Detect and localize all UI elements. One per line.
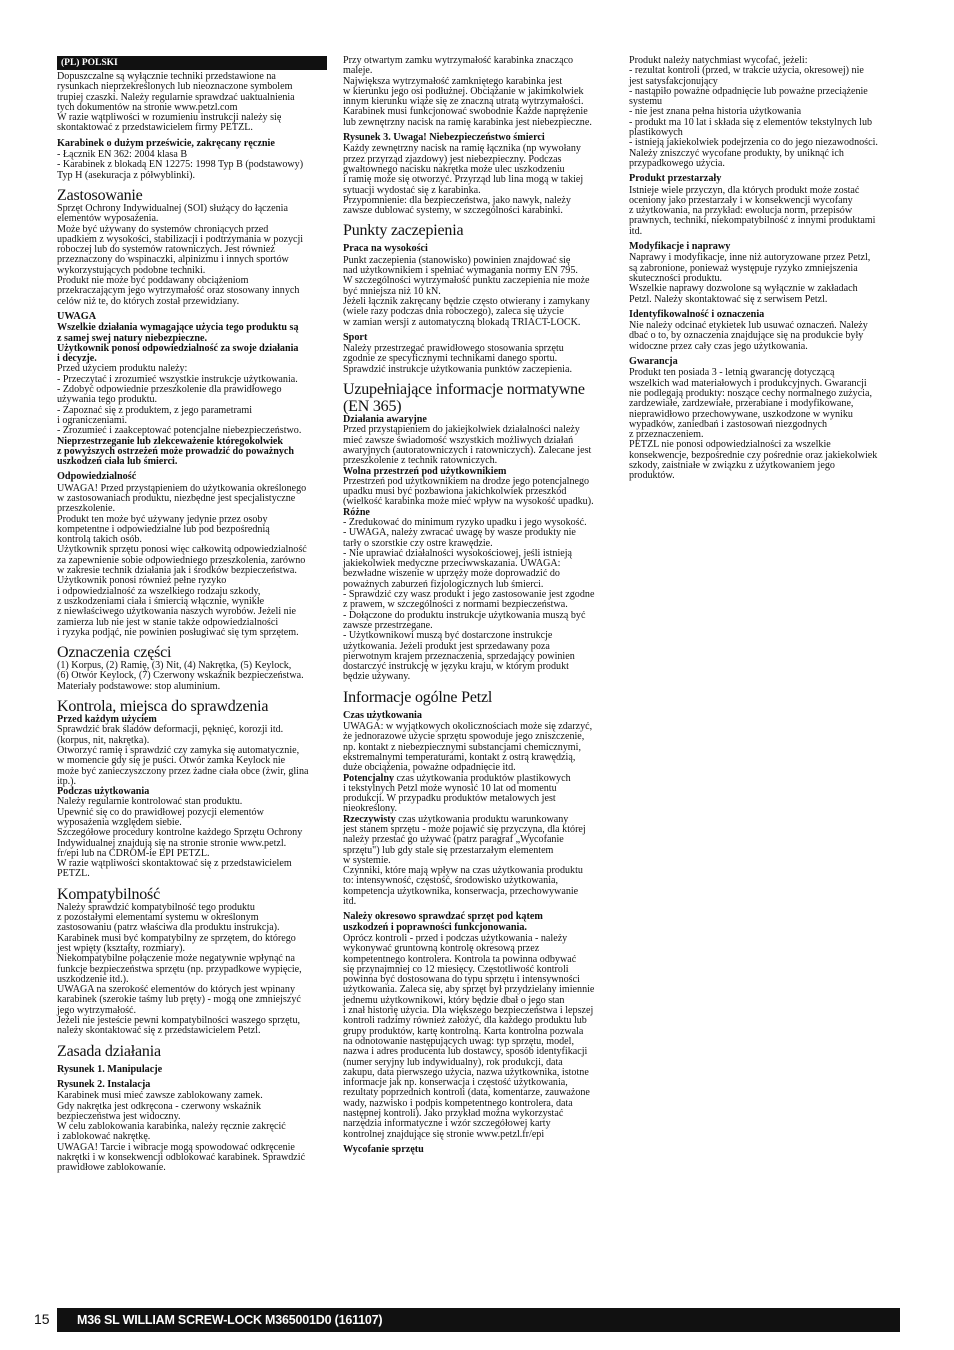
product-standards: - Łącznik EN 362: 2004 klasa B - Karabinek z blokadą EN 12275: 1998 Typ B (podstawowy) Typ H (asekuracja z półwyblinki).: [57, 149, 304, 181]
zastosowanie-text: Sprzęt Ochrony Indywidualnej (SOI) służący do łączenia elementów wyposażenia. Może być używany do systemów chroniących przed upadkiem z wysokości, stabilizacji i podtrzymania w pozycji roboczej lub do systemów ratowniczych. Jest również przeznaczony do wspinaczki, alpinizmu i innych sportów wykorzystujących podobne techniki. Produkt nie może być poddawany obciążeniom przekraczającym jego wytrzymałość oraz stosowany innych celów niż te, do których został przewidziany.: [57, 202, 304, 307]
sport-title: Sport: [343, 331, 368, 343]
figure-3-title: Rysunek 3. Uwaga! Niebezpieczeństwo śmierci: [343, 132, 545, 144]
potencjalny-paragraph: [343, 774, 613, 815]
awaryjne-title: Działania awaryjne: [343, 414, 427, 426]
rzeczywisty-paragraph: [343, 815, 613, 908]
heading-kontrola: Kontrola, miejsca do sprawdzenia: [57, 698, 269, 716]
przestarzaly-text: Istnieje wiele przyczyn, dla których produkt może zostać oceniony jako przestarzały i w konsekwencji wycofany z użytkowania, na przykład: ewolucja norm, przepisów prawnych, techniki, niekompatybilność z innymi produktami itd.: [629, 184, 876, 237]
rozne-title: Różne: [343, 506, 370, 518]
heading-kompatybilnosc: Kompatybilność: [57, 885, 160, 903]
rzeczywisty-text: czas użytkowania produktu warunkowany jest stanem sprzętu - może pojawić się przyczyna, dla której należy przestać go używać (patrz paragraf „Wycofanie sprzętu") lub gdy stale się przestarzałym elementem w systemie. Czynniki, które mają wpływ na czas użytkowania produktu to: intensywność, częstość, środowisko użytkowania, kompetencja użytkownika, konserwacja, przechowywanie itd.: [343, 813, 586, 908]
praca-text: Punkt zaczepienia (stanowisko) powinien znajdować się nad użytkownikiem i spełniać wymagania normy EN 795. W szczególności wytrzymałość punktu zaczepienia nie może być mniejsza niż 10 kN. Jeżeli łącznik zakręcany będzie często otwierany i zamykany (wiele razy podczas dnia roboczego), zaleca się użycie w zamian wersji z automatyczną blokadą TRIACT-LOCK.: [343, 254, 590, 328]
heading-zastosowanie: Zastosowanie: [57, 186, 143, 204]
identyfikowalnosc-title: Identyfikowalność i oznaczenia: [629, 308, 765, 320]
kontrola-before-use-text: Sprawdzić brak śladów deformacji, pęknięć, korozji itd. (korpus, nit, nakrętka). Otworzyć ramię i sprawdzić czy zamyka się automatycznie, w momencie gdy się je puści. Otwór zamka Keylock nie może być zanieczyszczony przez żadne ciała obce (żwir, glina itp.).: [57, 724, 309, 787]
potencjalny-text: czas użytkowania produktów plastikowych i tekstylnych Petzl może wynosić 10 lat od momentu produkcji. W przypadku produktów metalowych jest nieokreślony.: [343, 772, 571, 815]
czas-text: UWAGA: w wyjątkowych okolicznościach może się zdarzyć, że jednorazowe użycie sprzętu spowoduje jego zniszczenie, np. kontakt z niebezpiecznymi substancjami chemicznymi, ekstremalnymi temperaturami, kontakt z ostrą krawędzią, duże obciążenia, poważne odpadnięcie itd.: [343, 721, 593, 774]
heading-punkty: Punkty zaczepienia: [343, 222, 464, 240]
wycofanie-text: Produkt należy natychmiast wycofać, jeżeli: - rezultat kontroli (przed, w trakcie użycia, okresowej) nie jest satysfakcjonujący - nastąpiło poważne odpadnięcie lub poważne przeciążenie systemu - nie jest znana pełna historia użytkowania - produkt ma 10 lat i składa się z elementów tekstylnych lub plastikowych - istnieją jakiekolwiek podejrzenia co do jego niezawodności. Należy zniszczyć wycofane produkty, by uniknąć ich przypadkowego użycia.: [629, 55, 878, 169]
figure-2-title: Rysunek 2. Instalacja: [57, 1078, 151, 1090]
column-2: [343, 56, 613, 1156]
page-number: 15: [34, 1311, 50, 1327]
identyfikowalnosc-text: Nie należy odcinać etykietek lub usuwać oznaczeń. Należy dbać o to, by oznaczenia znajdujące się na produkcie były widoczne przez cały czas jego użytkowania.: [629, 320, 868, 352]
czas-title: Czas użytkowania: [343, 709, 422, 721]
product-title: Karabinek o dużym prześwicie, zakręcany ręcznie: [57, 137, 275, 149]
sport-text: Należy przestrzegać prawidłowego stosowania sprzętu zgodnie ze specyficznymi technikami danego sportu. Sprawdzić instrukcje użytkowania punktów zaczepienia.: [343, 343, 572, 375]
wolna-title: Wolna przestrzeń pod użytkownikiem: [343, 465, 507, 477]
rozne-text: - Zredukować do minimum ryzyko upadku i jego wysokość. - UWAGA, należy zwracać uwagę by wasze produkty nie tarły o szorstkie czy ostre krawędzie. - Nie uprawiać działalności wysokościowej, jeśli istnieją jakiekolwiek medyczne przeciwwskazania. UWAGA: bezwładne wiszenie w uprzęży może doprowadzić do poważnych zaburzeń fizjologicznych lub śmierci. - Sprawdzić czy wasz produkt i jego zastosowanie jest zgodne z prawem, w szczególności z normami bezpieczeństwa. - Dołączone do produktu instrukcje użytkowania muszą być zawsze przestrzegane. - Użytkownikowi muszą być dostarczone instrukcje użytkowania. Jeżeli produkt jest sprzedawany poza pierwotnym krajem przeznaczenia, sprzedający powinien dostarczyć instrukcję w języku kraju, w którym produkt będzie używany.: [343, 516, 595, 683]
figure-1-title: Rysunek 1. Manipulacje: [57, 1063, 163, 1075]
language-label: (PL) POLSKI: [57, 56, 327, 70]
uwaga-warning-2: Nieprzestrzeganie lub zlekceważenie któregokolwiek z powyższych ostrzeżeń może prowadzić do poważnych uszkodzeń ciała lub śmierci.: [57, 435, 294, 468]
gwarancja-title: Gwarancja: [629, 356, 678, 368]
awaryjne-text: Przed przystąpieniem do jakiejkolwiek działalności należy mieć zawsze świadomość wszystkich możliwych działań awaryjnych (autoratowniczych i ratowniczych). Zalecane jest przeszkolenie z technik ratowniczych.: [343, 424, 592, 467]
wycofanie-title: Wycofanie sprzętu: [343, 1143, 424, 1155]
modyfikacje-title: Modyfikacje i naprawy: [629, 241, 731, 253]
okresowo-title: Należy okresowo sprawdzać sprzęt pod kątem uszkodzeń i poprawności funkcjonowania.: [343, 911, 543, 933]
odpowiedzialnosc-text: UWAGA! Przed przystąpieniem do użytkowania określonego w zastosowaniach produktu, niezbędne jest specjalistyczne przeszkolenie. Produkt ten może być używany jedynie przez osoby kompetentne i odpowiedzialne lub pod bezpośrednią kontrolą takich osób. Użytkownik sprzętu ponosi więc całkowitą odpowiedzialność za zapewnienie sobie odpowiedniego przeszkolenia, zarówno w zakresie technik działania jak i środków bezpieczeństwa. Użytkownik ponosi również pełne ryzyko i odpowiedzialność za wszelkiego rodzaju szkody, z uszkodzeniami ciała i śmiercią włącznie, wynikłe z niewłaściwego użytkowania naszych wyrobów. Jeżeli nie zamierza lub nie jest w stanie także odpowiedzialności i ryzyka podjąć, nie powinien posługiwać się tym sprzętem.: [57, 482, 307, 638]
uwaga-title: UWAGA: [57, 310, 97, 322]
intro-text: Dopuszczalne są wyłącznie techniki przedstawione na rysunkach nieprzekreślonych lub nieoznaczone symbolem trupiej czaszki. Należy regularnie sprawdzać uaktualnienia tych dokumentów na stronie www.petzl.com W razie wątpliwości w rozumieniu instrukcji należy się skontaktować z przedstawicielem firmy PETZL.: [57, 71, 295, 134]
heading-zasada: Zasada działania: [57, 1042, 161, 1060]
oznaczenia-text: (1) Korpus, (2) Ramię, (3) Nit, (4) Nakrętka, (5) Keylock, (6) Otwór Keylock, (7) Czerwony wskaźnik bezpieczeństwa. Materiały podstawowe: stop aluminium.: [57, 660, 304, 692]
okresowo-text: Oprócz kontroli - przed i podczas użytkowania - należy wykonywać gruntowną kontrolę okresową przez kompetentnego kontrolera. Kontrola ta powinna odbywać się przynajmniej co 12 miesięcy. Częstotliwość kontroli powinna być dostosowana do typu sprzętu i intensywności użytkowania. Zaleca się, aby sprzęt był przydzielany imiennie jednemu użytkownikowi, który będzie dbał o jego stan i znał historię użycia. Dla większego bezpieczeństwa i lepszej kontroli radzimy również założyć, dla każdego produktu lub grupy produktów, kartę kontrolną. Karta kontrolna pozwala na odnotowanie następujących uwag: typ sprzętu, model, nazwa i adres producenta lub dostawcy, sposób identyfikacji (numer seryjny lub indywidualny), rok produkcji, data zakupu, data pierwszego użycia, nazwa użytkownika, istotne informacje jak np. konserwacja i częstość użytkowania, rezultaty poprzednich kontroli (data, komentarze, zauważone wady, nazwisko i podpis kompetentnego kontrolera, data następnej kontroli). Jako przykład można wykorzystać narzędzia informatyczne i wzór szczegółowej karty kontrolnej znajdujące się stronie www.petzl.fr/epi: [343, 932, 595, 1140]
przestarzaly-title: Produkt przestarzały: [629, 173, 722, 185]
kontrola-during-use-text: Należy regularnie kontrolować stan produktu. Upewnić się co do prawidłowej pozycji elementów wyposażenia względem siebie. Szczegółowe procedury kontrolne każdego Sprzętu Ochrony Indywidualnej znajdują się na stronie stronie www.petzl. fr/epi lub na CDROM-ie EPI PETZL. W razie wątpliwości skontaktować się z przedstawicielem PETZL.: [57, 796, 303, 880]
kontrola-during-use-title: Podczas użytkowania: [57, 786, 150, 798]
heading-informacje: Informacje ogólne Petzl: [343, 688, 493, 706]
figure-3-text: Każdy zewnętrzny nacisk na ramię łącznika (np wywołany przez przyrząd zjazdowy) jest niebezpieczny. Podczas gwałtownego nacisku nakrętka może ulec uszkodzeniu i ramię może się otworzyć. Przyrząd lub lina mogą w takiej sytuacji wydostać się z karabinka. Przypomnienie: dla bezpieczeństwa, jako nawyk, należy zawsze dublować systemy, w szczególności karabinki.: [343, 143, 584, 217]
kompatybilnosc-text: Należy sprawdzić kompatybilność tego produktu z pozostałymi elementami systemu w określonym zastosowaniu (patrz właściwa dla produktu instrukcja). Karabinek musi być kompatybilny ze sprzętem, do którego jest wpięty (kształty, rozmiary). Niekompatybilne połączenie może negatywnie wpłynąć na funkcje bezpieczeństwa sprzętu (np. przypadkowe wypięcie, uszkodzenie itd.). UWAGA na szerokość elementów do których jest wpinany karabinek (szerokie taśmy lub pręty) - mogą one zmniejszyć jego wytrzymałość. Jeżeli nie jesteście pewni kompatybilności waszego sprzętu, należy skontaktować się z przedstawicielem Petzl.: [57, 901, 302, 1037]
kontrola-before-use-title: Przed każdym użyciem: [57, 714, 157, 726]
praca-title: Praca na wysokości: [343, 243, 428, 255]
odpowiedzialnosc-title: Odpowiedzialność: [57, 471, 137, 483]
modyfikacje-text: Naprawy i modyfikacje, inne niż autoryzowane przez Petzl, są zabronione, ponieważ występuje ryzyko zmniejszenia skuteczności produktu. Wszelkie naprawy dozwolone są wyłącznie w zakładach Petzl. Należy skontaktować się z serwisem Petzl.: [629, 252, 871, 305]
document-reference: M36 SL WILLIAM SCREW-LOCK M365001D0 (161107): [57, 1308, 900, 1332]
gate-strength-text: Przy otwartym zamku wytrzymałość karabinka znacząco maleje. Największa wytrzymałość zamkniętego karabinka jest w kierunku jego osi podłużnej. Obciążanie w jakimkolwiek innym kierunku wiąże się ze znaczną utratą wytrzymałości. Karabinek musi funkcjonować swobodnie Każde naprężenie lub zewnętrzny nacisk na ramię karabinka jest niebezpieczne.: [343, 55, 592, 128]
heading-oznaczenia: Oznaczenia części: [57, 644, 172, 662]
heading-uzupelniajace: Uzupełniające informacje normatywne (EN 365): [343, 381, 585, 416]
column-1: [57, 56, 327, 1174]
column-3: [629, 56, 899, 482]
rzeczywisty-label: Rzeczywisty: [343, 813, 396, 825]
figure-2-text: Karabinek musi mieć zawsze zablokowany zamek. Gdy nakrętka jest odkręcona - czerwony wskaźnik bezpieczeństwa jest widoczny. W celu zablokowania karabinka, należy ręcznie zakręcić i zablokować nakrętkę. UWAGA! Tarcie i wibracje mogą spowodować odkręcenie nakrętki i w konsekwencji odblokować karabinek. Sprawdzić prawidłowe zablokowanie.: [57, 1090, 306, 1174]
potencjalny-label: Potencjalny: [343, 772, 395, 784]
wolna-text: Przestrzeń pod użytkownikiem na drodze jego potencjalnego upadku musi być pozbawiona jakichkolwiek przeszkód (wielkość karabinka może mieć wpływ na wysokość upadku).: [343, 475, 594, 508]
uwaga-text: Przed użyciem produktu należy: - Przeczytać i zrozumieć wszystkie instrukcje użytkowania. - Zdobyć odpowiednie przeszkolenie dla prawidłowego używania tego produktu. - Zapoznać się z produktem, z jego parametrami i ograniczeniami. - Zrozumieć i zaakceptować potencjalne niebezpieczeństwo.: [57, 363, 302, 437]
uwaga-warning-1: Wszelkie działania wymagające użycia tego produktu są z samej swej natury niebezpieczne. Użytkownik ponosi odpowiedzialność za swoje działania i decyzje.: [57, 322, 299, 365]
gwarancja-text: Produkt ten posiada 3 - letnią gwarancję dotyczącą wszelkich wad materiałowych i produkcyjnych. Gwarancji nie podlegają produkty: noszące cechy normalnego zużycia, zardzewiałe, zardzewiałe, przerabiane i modyfikowane, nieprawidłowo przechowywane, uszkodzone w wyniku wypadków, zaniedbań i zastosowań niezgodnych z przeznaczeniem. PETZL nie ponosi odpowiedzialności za wszelkie konsekwencje, bezpośrednie czy pośrednie oraz jakiekolwiek szkody, zaistniałe w związku z użytkowaniem jego produktów.: [629, 367, 878, 482]
